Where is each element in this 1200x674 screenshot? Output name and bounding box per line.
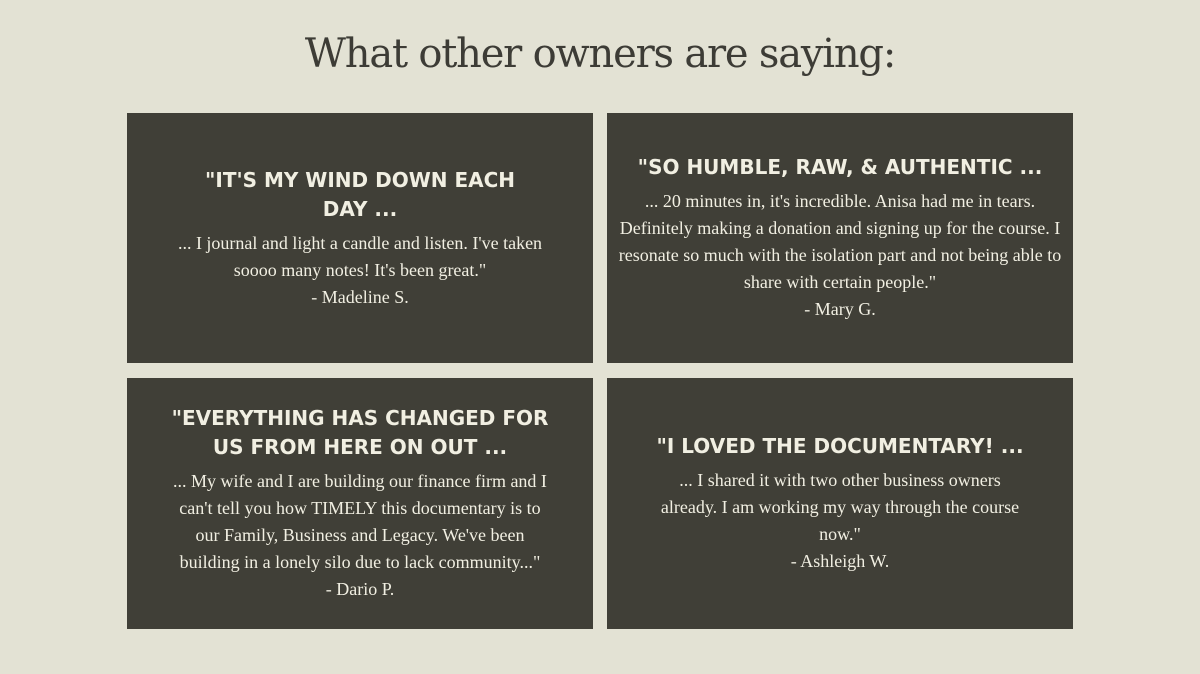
testimonial-card — [607, 113, 1073, 363]
testimonial-card — [127, 113, 593, 363]
testimonial-heading: "EVERYTHING HAS CHANGED FOR US FROM HERE ON OUT ... — [171, 406, 549, 459]
testimonial-author: - Mary G. — [804, 299, 876, 319]
testimonial-heading: "SO HUMBLE, RAW, & AUTHENTIC ... — [637, 155, 1043, 179]
testimonial-heading: "I LOVED THE DOCUMENTARY! ... — [656, 434, 1024, 458]
testimonial-author: - Dario P. — [325, 579, 395, 599]
testimonial-body: ... I journal and light a candle and listen. I've taken soooo many notes! It's been great." — [177, 232, 543, 280]
testimonial-body: ... I shared it with two other business owners already. I am working my way through the course now." — [660, 470, 1020, 544]
testimonial-body: ... My wife and I are building our finance firm and I can't tell you how TIMELY this documentary is to our Family, Business and Legacy. We've been building in a lonely silo due to lack community..." — [173, 471, 547, 572]
page-title: What other owners are saying: — [304, 31, 896, 77]
testimonial-heading: "IT'S MY WIND DOWN EACH DAY ... — [204, 167, 516, 221]
testimonial-card — [607, 378, 1073, 629]
testimonial-author: - Ashleigh W. — [790, 551, 890, 571]
testimonial-author: - Madeline S. — [311, 286, 409, 307]
testimonial-card — [127, 378, 593, 629]
testimonial-body: ... 20 minutes in, it's incredible. Anisa had me in tears. Definitely making a donation and signing up for the course. I resonate so much with the isolation part and not being able to share with certain people." — [618, 191, 1062, 292]
